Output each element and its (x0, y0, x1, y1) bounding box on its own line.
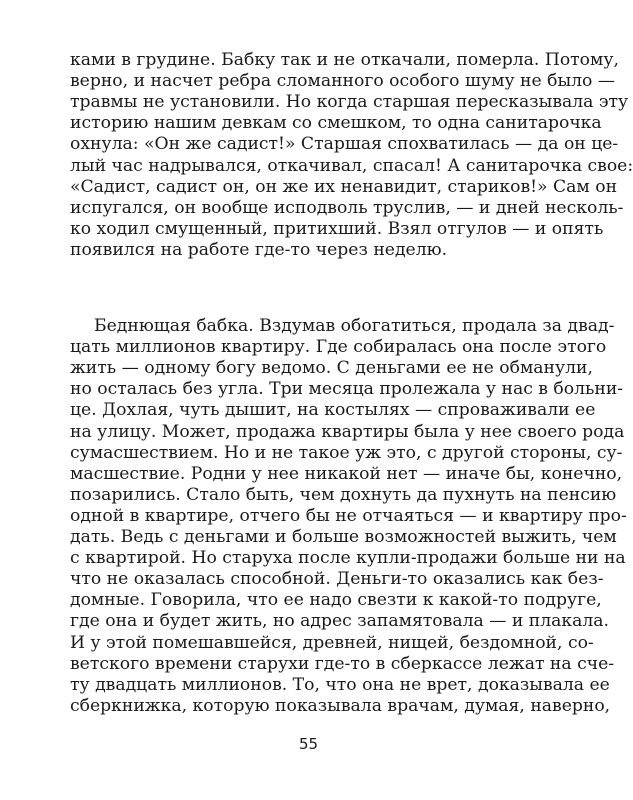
text-line: на улицу. Может, продажа квартиры была у нее своего рода (70, 421, 625, 442)
text-line: масшествие. Родни у нее никакой нет — иначе бы, конечно, (70, 463, 623, 484)
text-line: цать миллионов квартиру. Где собиралась она после этого (70, 337, 607, 358)
text-line: дать. Ведь с деньгами и больше возможностей выжить, чем (70, 527, 617, 547)
text-line: жить — одному богу ведомо. С деньгами ее не обманули, (70, 358, 593, 379)
text-line: ко ходил смущенный, притихший. Взял отгулов — и опять (70, 218, 604, 239)
text-line: появился на работе где-то через неделю. (70, 239, 448, 260)
text-line: лый час надрывался, откачивал, спасал! А санитарочка свое: (70, 155, 633, 176)
text-line: ту двадцать миллионов. То, что она не врет, доказывала ее (70, 674, 610, 695)
text-line: ветского времени старухи где-то в сберкассе лежат на сче- (70, 653, 615, 674)
text-line: охнула: «Он же садист!» Старшая спохватилась — да он це- (70, 134, 619, 155)
text-line: что не оказалась способной. Деньги-то оказались как без- (70, 569, 604, 590)
text-line: где она и будет жить, но адрес запамятовала — и плакала. (70, 611, 610, 632)
text-line: позарились. Стало быть, чем дохнуть да пухнуть на пенсию (70, 484, 617, 505)
text-line: ками в грудине. Бабку так и не откачали, померла. Потому, (70, 50, 619, 70)
text-line: испугался, он вообще исподволь труслив, — и дней несколь- (70, 197, 624, 218)
text-line: сберкнижка, которую показывала врачам, думая, наверно, (70, 695, 611, 716)
text-line: историю нашим девкам со смешком, то одна санитарочка (70, 113, 602, 134)
text-line: И у этой помешавшейся, древней, нищей, бездомной, со- (70, 632, 594, 653)
text-line: це. Дохлая, чуть дышит, на костылях — спроваживали ее (70, 400, 596, 421)
page-number: 55 (298, 735, 319, 753)
text-line: с квартирой. Но старуха после купли-продажи больше ни на (70, 548, 626, 569)
text-line: травмы не установили. Но когда старшая пересказывала эту (70, 92, 629, 113)
text-line: сумасшествием. Но и не такое уж это, с другой стороны, су- (70, 442, 623, 463)
text-line: но осталась без угла. Три месяца пролежала у нас в больни- (70, 379, 624, 400)
text-line: верно, и насчет ребра сломанного особого шуму не было — (70, 71, 616, 92)
text-line: домные. Говорила, что ее надо свезти к какой-то подруге, (70, 590, 602, 611)
text-line: «Садист, садист он, он же их ненавидит, стариков!» Сам он (70, 176, 618, 197)
text-line: одной в квартире, отчего бы не отчаяться — и квартиру про- (70, 505, 627, 526)
text-line: Беднющая бабка. Вздумав обогатиться, продала за двад- (94, 316, 615, 336)
